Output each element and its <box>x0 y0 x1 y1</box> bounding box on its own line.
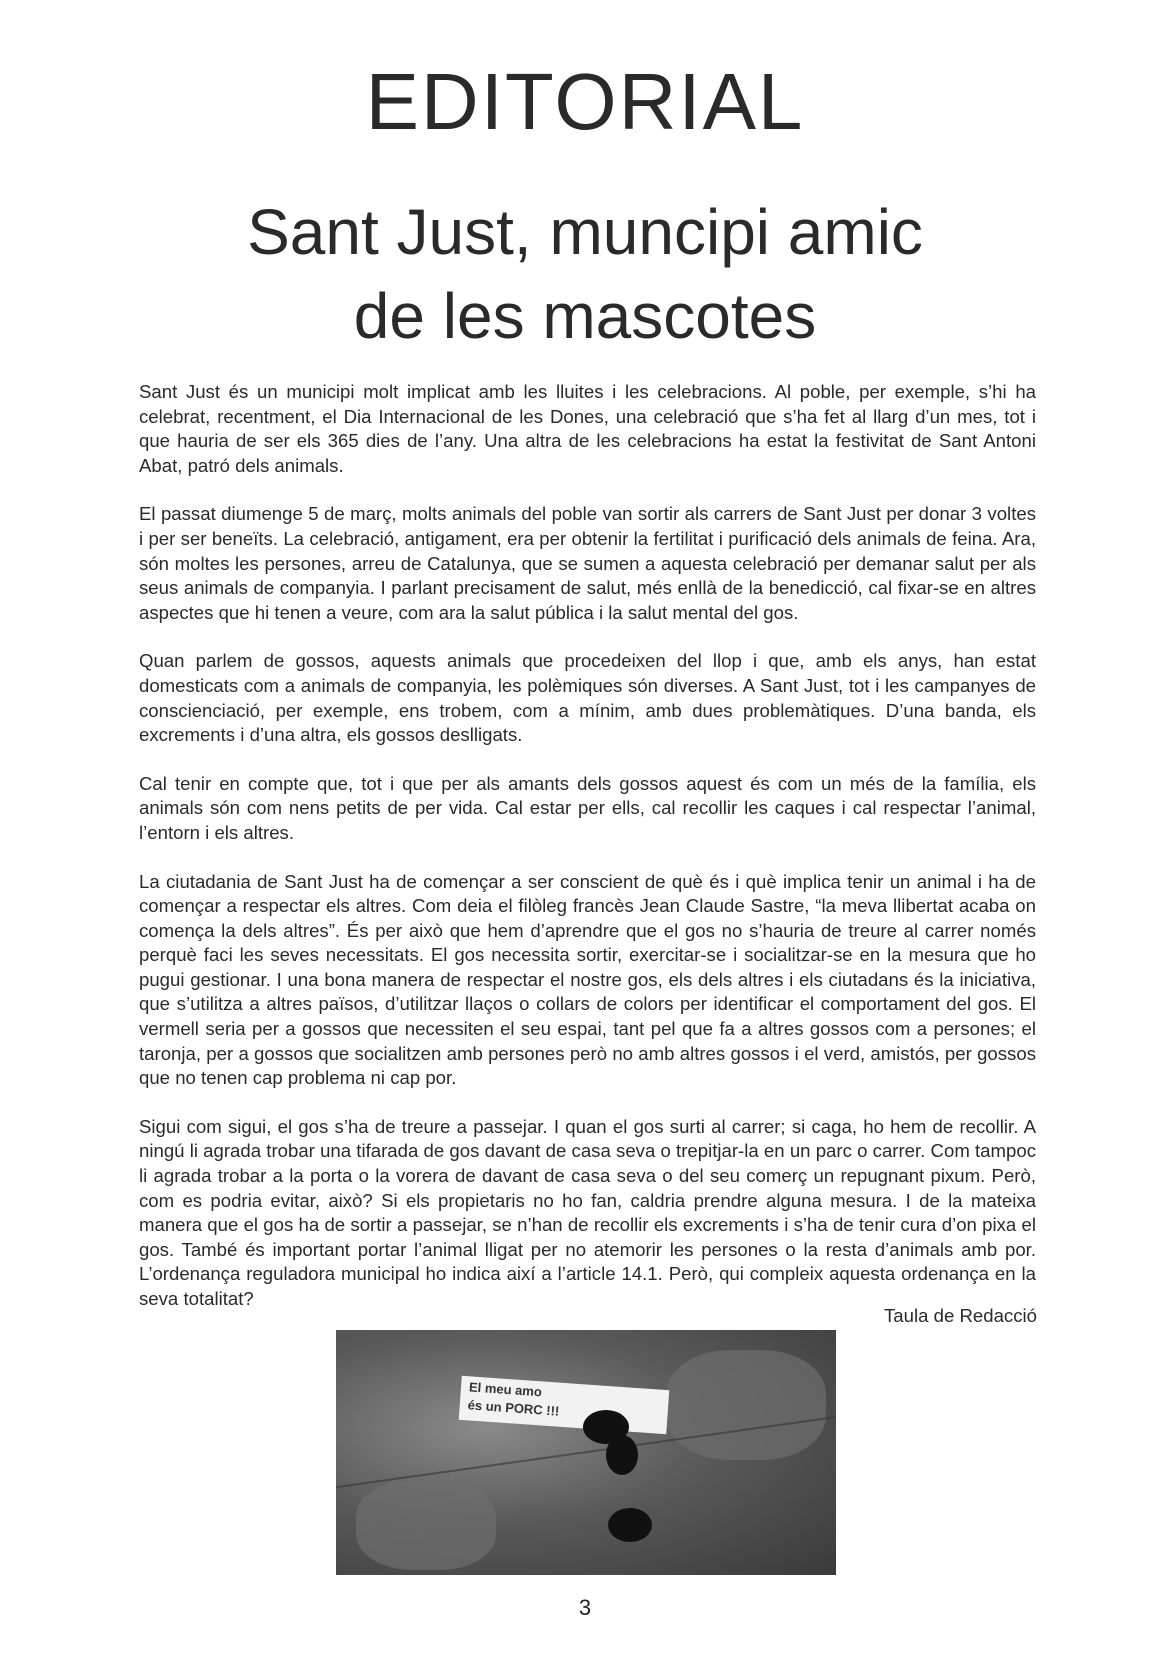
paragraph: Sant Just és un municipi molt implicat amb les lluites i les celebracions. Al poble, per exemple, s’hi ha celebrat, recentment, el Dia Internacional de les Dones, una celebració que s’ha fet al llarg d’un mes, tot i que hauria de ser els 365 dies de l’any. Una altra de les celebracions ha estat la festivitat de Sant Antoni Abat, patró dels animals. <box>139 381 1036 476</box>
article-headline <box>0 190 1170 358</box>
headline-line-1: Sant Just, muncipi amic <box>247 196 923 268</box>
paragraph: El passat diumenge 5 de març, molts animals del poble van sortir als carrers de Sant Just per donar 3 voltes i per ser beneïts. La celebració, antigament, era per obtenir la fertilitat i purificació dels animals de feina. Ara, són moltes les persones, arreu de Catalunya, que se sumen a aquesta celebració per demanar salut per als seus animals de companyia. I parlant precisament de salut, més enllà de la benedicció, cal fixar-se en altres aspectes que hi tenen a veure, com ara la salut pública i la salut mental del gos. <box>139 503 1036 623</box>
article-body <box>139 380 1036 1336</box>
paragraph: Sigui com sigui, el gos s’ha de treure a passejar. I quan el gos surti al carrer; si caga, ho hem de recollir. A ningú li agrada trobar una tifarada de gos davant de casa seva o trepitjar-la en un parc o carrer. Com tampoc li agrada trobar a la porta o la vorera de davant de casa seva o del seu comerç un repugnant pixum. Però, com es podria evitar, això? Si els propietaris no ho fan, caldria prendre alguna mesura. I de la mateixa manera que el gos ha de sortir a passejar, se n’han de recollir els excrements i s’ha de tenir cura d’on pixa el gos. També és important portar l’animal lligat per no atemorir les persones o la resta d’animals amb por. L’ordenança reguladora municipal ho indica així a l’article 14.1. Però, qui compleix aquesta ordenança en la seva totalitat? <box>139 1115 1036 1309</box>
signature: Taula de Redacció <box>884 1305 1037 1326</box>
page-number: 3 <box>578 1595 592 1620</box>
paper-note <box>459 1376 670 1434</box>
headline-line-2: de les mascotes <box>353 280 817 352</box>
paragraph: Cal tenir en compte que, tot i que per als amants dels gossos aquest és com un més de la família, els animals són com nens petits de per vida. Cal estar per ells, cal recollir les caques i cal respectar l’animal, l’entorn i els altres. <box>139 772 1036 843</box>
paragraph: La ciutadania de Sant Just ha de començar a ser conscient de què és i què implica tenir un animal i ha de començar a respectar els altres. Com deia el filòleg francès Jean Claude Sastre, “la meva llibertat acaba on comença la dels altres”. És per això que hem d’aprendre que el gos no s’hauria de treure al carrer només perquè faci les seves necessitats. El gos necessita sortir, exercitar-se i socialitzar-se en la mesura que ho pugui gestionar. I una bona manera de respectar el nostre gos, els dels altres i els ciutadans és la iniciativa, que s’utilitza a altres països, d’utilitzar llaços o collars de colors per identificar el comportament del gos. El vermell seria per a gossos que necessiten el seu espai, tant pel que fa a altres gossos com a persones; el taronja, per a gossos que socialitzen amb persones però no amb altres gossos i el verd, amistós, per gossos que no tenen cap problema ni cap por. <box>139 870 1036 1089</box>
note-line-2: és un PORC !!! <box>467 1397 560 1419</box>
section-title: EDITORIAL <box>365 57 805 146</box>
paragraph: Quan parlem de gossos, aquests animals que procedeixen del llop i que, amb els anys, han estat domesticats com a animals de companyia, les polèmiques són diverses. A Sant Just, tot i les campanyes de conscienciació, per exemple, ens trobem, com a mínim, amb dues problemàtiques. D’una banda, els excrements i d’una altra, els gossos deslligats. <box>139 650 1036 746</box>
note-line-1: El meu amo <box>468 1379 543 1400</box>
dog-dropping <box>606 1435 638 1475</box>
dog-dropping <box>608 1508 652 1542</box>
street-photo <box>336 1330 836 1575</box>
